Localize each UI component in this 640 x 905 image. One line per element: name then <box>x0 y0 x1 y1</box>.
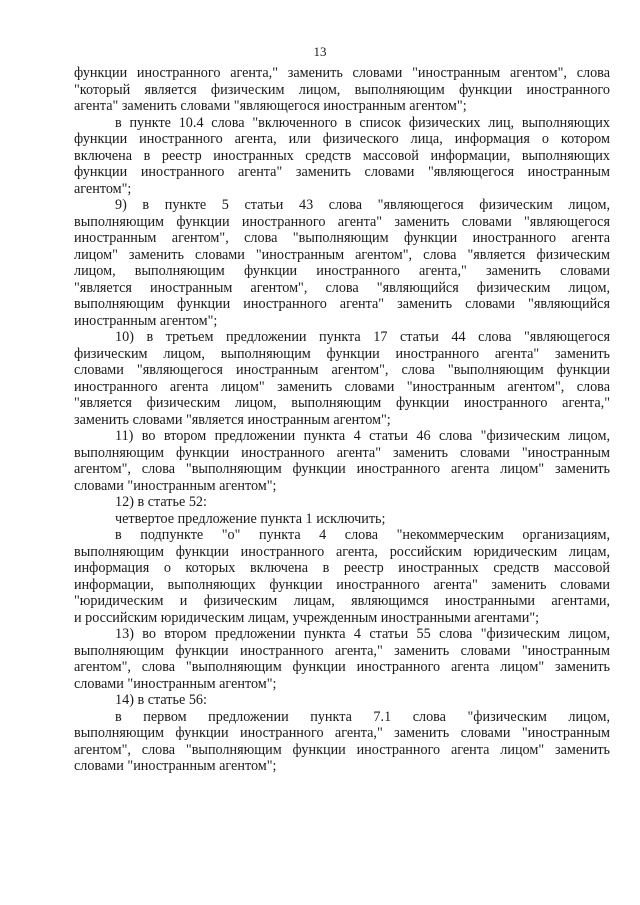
text-line: 12) в статье 52: <box>115 494 207 510</box>
text-line: в подпункте "о" пункта 4 слова "некоммерческим организациям, <box>115 527 610 543</box>
document-body <box>74 65 610 775</box>
text-line: выполняющим функции иностранного агента" заменить словами "иностранным <box>74 444 610 461</box>
text-line: "юридическим и физическим лицам, являющимся иностранными агентами, <box>74 593 610 609</box>
text-line: 11) во втором предложении пункта 4 статьи 46 слова "физическим лицом, <box>115 428 610 444</box>
text-line: агентом"; <box>74 180 132 197</box>
text-line: включена в реестр иностранных средств массовой информации, выполняющих <box>74 147 610 164</box>
text-line: и российским юридическим лицам, учрежденным иностранными агентами"; <box>74 609 540 626</box>
text-line: 10) в третьем предложении пункта 17 статьи 44 слова "являющегося <box>115 329 610 345</box>
text-line: агентом", слова "выполняющим функции иностранного агента лицом" заменить <box>74 741 610 758</box>
text-line: в пункте 10.4 слова "включенного в список физических лиц, выполняющих <box>115 114 610 131</box>
text-line: информации, выполняющих функции иностранного агента" заменить словами <box>74 576 610 593</box>
text-line: "является иностранным агентом", слова "являющийся физическим лицом, <box>74 279 610 296</box>
text-line: словами "являющегося иностранным агентом", слова "выполняющим функции <box>74 362 610 378</box>
text-line: "является физическим лицом, выполняющим функции иностранного агента," <box>74 395 610 411</box>
text-line: иностранным агентом", слова "выполняющим функции иностранного агента <box>74 230 610 246</box>
text-line: агента" заменить словами "являющегося иностранным агентом"; <box>74 98 467 114</box>
text-line: функции иностранного агента, или физического лица, информация о котором <box>74 131 610 147</box>
text-line: словами "иностранным агентом"; <box>74 477 277 494</box>
text-line: заменить словами "является иностранным агентом"; <box>74 411 391 428</box>
text-line: функции иностранного агента" заменить словами "являющегося иностранным <box>74 164 610 180</box>
text-line: иностранного агента лицом" заменить словами "иностранным агентом", слова <box>74 378 610 395</box>
text-line: 14) в статье 56: <box>115 692 207 708</box>
text-line: словами "иностранным агентом"; <box>74 675 277 692</box>
text-line: "который является физическим лицом, выполняющим функции иностранного <box>74 81 610 98</box>
text-line: информация о которых включена в реестр иностранных средств массовой <box>74 560 610 576</box>
text-line: функции иностранного агента," заменить словами "иностранным агентом", слова <box>74 65 610 81</box>
text-line: выполняющим функции иностранного агента," заменить словами "иностранным <box>74 642 610 659</box>
text-line: агентом", слова "выполняющим функции иностранного агента лицом" заменить <box>74 659 610 675</box>
text-line: выполняющим функции иностранного агента" заменить словами "являющийся <box>74 296 610 312</box>
text-line: четвертое предложение пункта 1 исключить; <box>115 510 386 527</box>
text-line: словами "иностранным агентом"; <box>74 758 277 774</box>
text-line: агентом", слова "выполняющим функции иностранного агента лицом" заменить <box>74 461 610 477</box>
text-line: выполняющим функции иностранного агента," заменить словами "иностранным <box>74 725 610 741</box>
text-line: 13) во втором предложении пункта 4 статьи 55 слова "физическим лицом, <box>115 626 610 642</box>
text-line: в первом предложении пункта 7.1 слова "физическим лицом, <box>115 708 610 725</box>
text-line: выполняющим функции иностранного агента, российским юридическим лицам, <box>74 543 610 560</box>
page-number: 13 <box>313 44 327 59</box>
text-line: 9) в пункте 5 статьи 43 слова "являющегося физическим лицом, <box>115 197 610 213</box>
text-line: физическим лицом, выполняющим функции иностранного агента" заменить <box>74 345 610 362</box>
text-line: лицом, выполняющим функции иностранного агента," заменить словами <box>74 263 610 279</box>
text-line: иностранным агентом"; <box>74 312 218 329</box>
text-line: лицом" заменить словами "иностранным агентом", слова "является физическим <box>74 246 610 263</box>
text-line: выполняющим функции иностранного агента" заменить словами "являющегося <box>74 213 610 230</box>
